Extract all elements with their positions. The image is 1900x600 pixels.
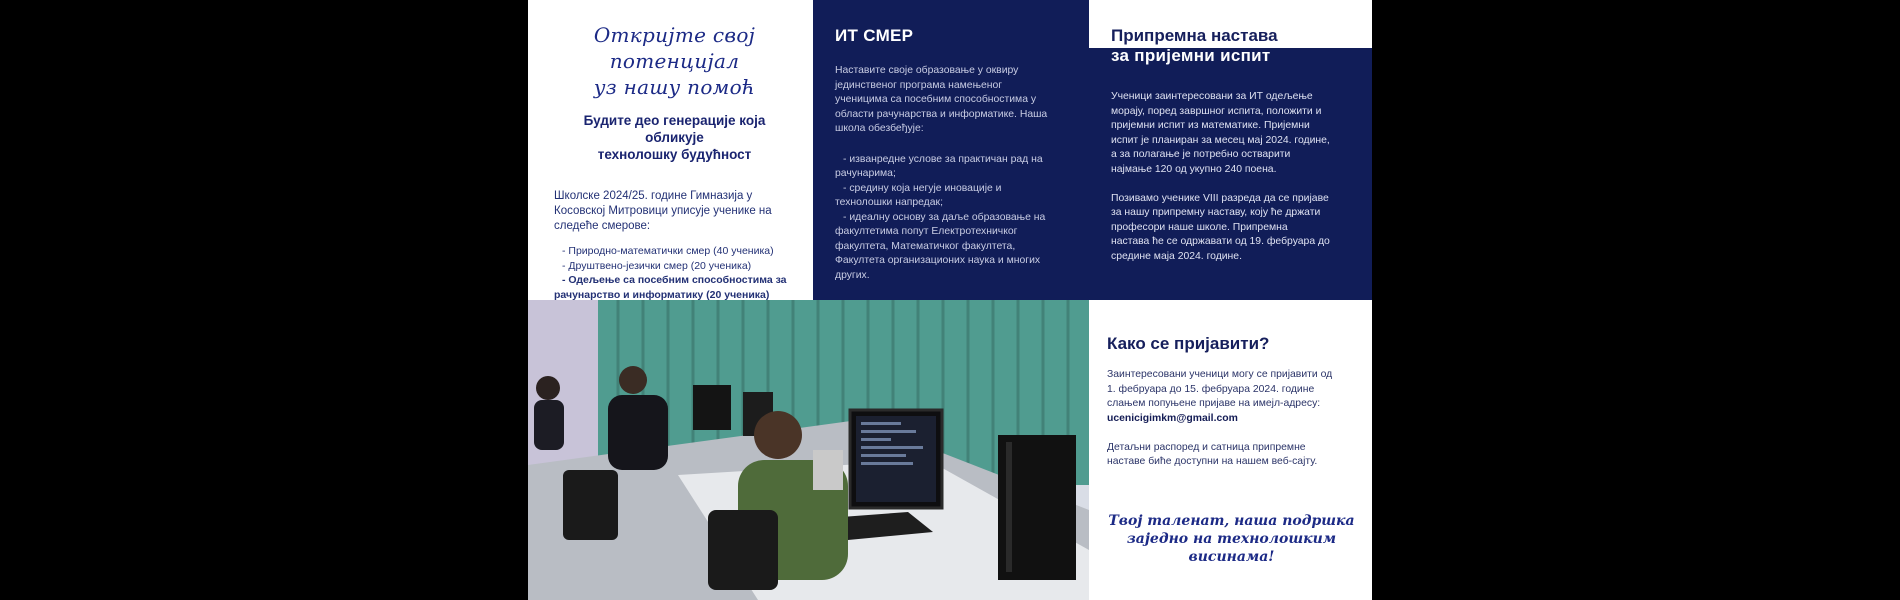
classroom-illustration [528,300,1089,600]
intro-headline-line1: Откријте свој потенцијал [593,23,756,73]
apply-motto-line2: заједно на технолошким висинама! [1126,530,1337,565]
it-intro [835,64,1071,137]
prep-p2-line: за нашу припремну наставу, коју ће држати [1111,207,1321,218]
intro-subtitle-line1: Будите део генерације која обликује [583,113,766,145]
it-intro-line: Наставите своје образовање у оквиру [835,65,1019,76]
it-title: ИТ СМЕР [835,26,914,45]
apply-title: Како се пријавити? [1107,334,1270,353]
it-benefit-line: - изванредне услове за практичан рад на [843,153,1043,165]
course-item-continued: рачунарство и информатику (20 ученика) [554,288,770,301]
apply-p2-line: Детаљни распоред и сатница припремне [1107,441,1306,453]
apply-motto [1107,512,1356,566]
prep-title-band [1089,0,1372,48]
prep-panel [1089,0,1372,300]
prep-p2-line: средине маја 2024. године. [1111,250,1242,262]
intro-paragraph-line: Косовској Митровици уписује ученике на [554,205,772,217]
it-benefit-line: других. [835,269,870,281]
prep-paragraph-2 [1111,192,1351,265]
prep-p2-line: професори наше школе. Припремна [1111,221,1288,233]
course-item: - Одељење са посебним способностима за [562,274,787,286]
apply-email-link[interactable]: ucenicigimkm@gmail.com [1107,412,1238,424]
it-intro-line: области рачунарства и информатике. Наша [835,108,1048,120]
apply-p1-line: слањем попуњене пријаве на имејл-адресу: [1107,398,1321,409]
it-benefit-line: технолошки напредак; [835,197,943,208]
it-intro-line: јединственог програма намењеног [835,79,1003,91]
prep-paragraph-1 [1111,90,1351,177]
it-benefit-line: - идеалну основу за даље образовање на [843,211,1046,223]
course-item: - Природно-математички смер (40 ученика) [562,245,774,257]
prep-p1-line: испит је планиран за месец мај 2024. године, [1111,134,1330,146]
prep-p1-line: најмање 120 од укупно 240 поена. [1111,163,1277,175]
prep-title-line1: Припремна настава [1111,26,1278,45]
prep-body [1111,90,1351,264]
intro-headline-line2: уз нашу помоћ [593,75,756,99]
course-item: - Друштвено-језички смер (20 ученика) [562,259,752,272]
intro-paragraph-line: следеће смерове: [554,220,651,232]
it-benefit-line: факултета, Математичког факултета, [835,240,1016,252]
apply-paragraph-1 [1107,368,1356,426]
it-benefits-list [835,153,1071,284]
it-panel [813,0,1089,300]
it-intro-line: ученицима са посебним способностима у [835,94,1037,105]
intro-course-list [554,244,795,302]
it-intro-line: школа обезбеђује: [835,123,924,134]
prep-p1-line: а за полагање је потребно остварити [1111,149,1291,160]
prep-p2-line: настава ће се одржавати од 19. фебруара до [1111,236,1330,247]
apply-p2-line: наставе биће доступни на нашем веб-сајту. [1107,456,1318,467]
apply-paragraph-2 [1107,441,1356,470]
classroom-photo [528,300,1089,600]
prep-p1-line: Ученици заинтересовани за ИТ одељење [1111,91,1313,102]
prep-p2-line: Позивамо ученике VIII разреда да се пријаве [1111,192,1329,204]
it-benefit-line: Факултета организационих наука и многих [835,255,1041,266]
apply-panel [1089,300,1372,600]
it-benefit-line: факултетима попут Електротехничког [835,226,1018,237]
apply-p1-line: Заинтересовани ученици могу се пријавити од [1107,369,1333,380]
intro-subtitle [554,112,795,163]
intro-panel [528,0,813,300]
intro-paragraph-line: Школске 2024/25. године Гимназија у [554,190,753,202]
apply-motto-line1: Твој таленат, наша подршка [1108,512,1355,529]
intro-headline [554,22,795,100]
intro-paragraph [554,189,795,234]
prep-title-line2: за пријемни испит [1111,46,1271,65]
it-benefit-line: рачунарима; [835,168,896,179]
it-benefit-line: - средину која негује иновације и [843,182,1002,194]
intro-subtitle-line2: технолошку будућност [597,147,752,162]
prep-p1-line: пријемни испит из математике. Пријемни [1111,120,1310,131]
flyer [528,0,1372,600]
apply-p1-line: 1. фебруара до 15. фебруара 2024. године [1107,383,1315,395]
prep-p1-line: морају, поред завршног испита, положити и [1111,105,1322,117]
